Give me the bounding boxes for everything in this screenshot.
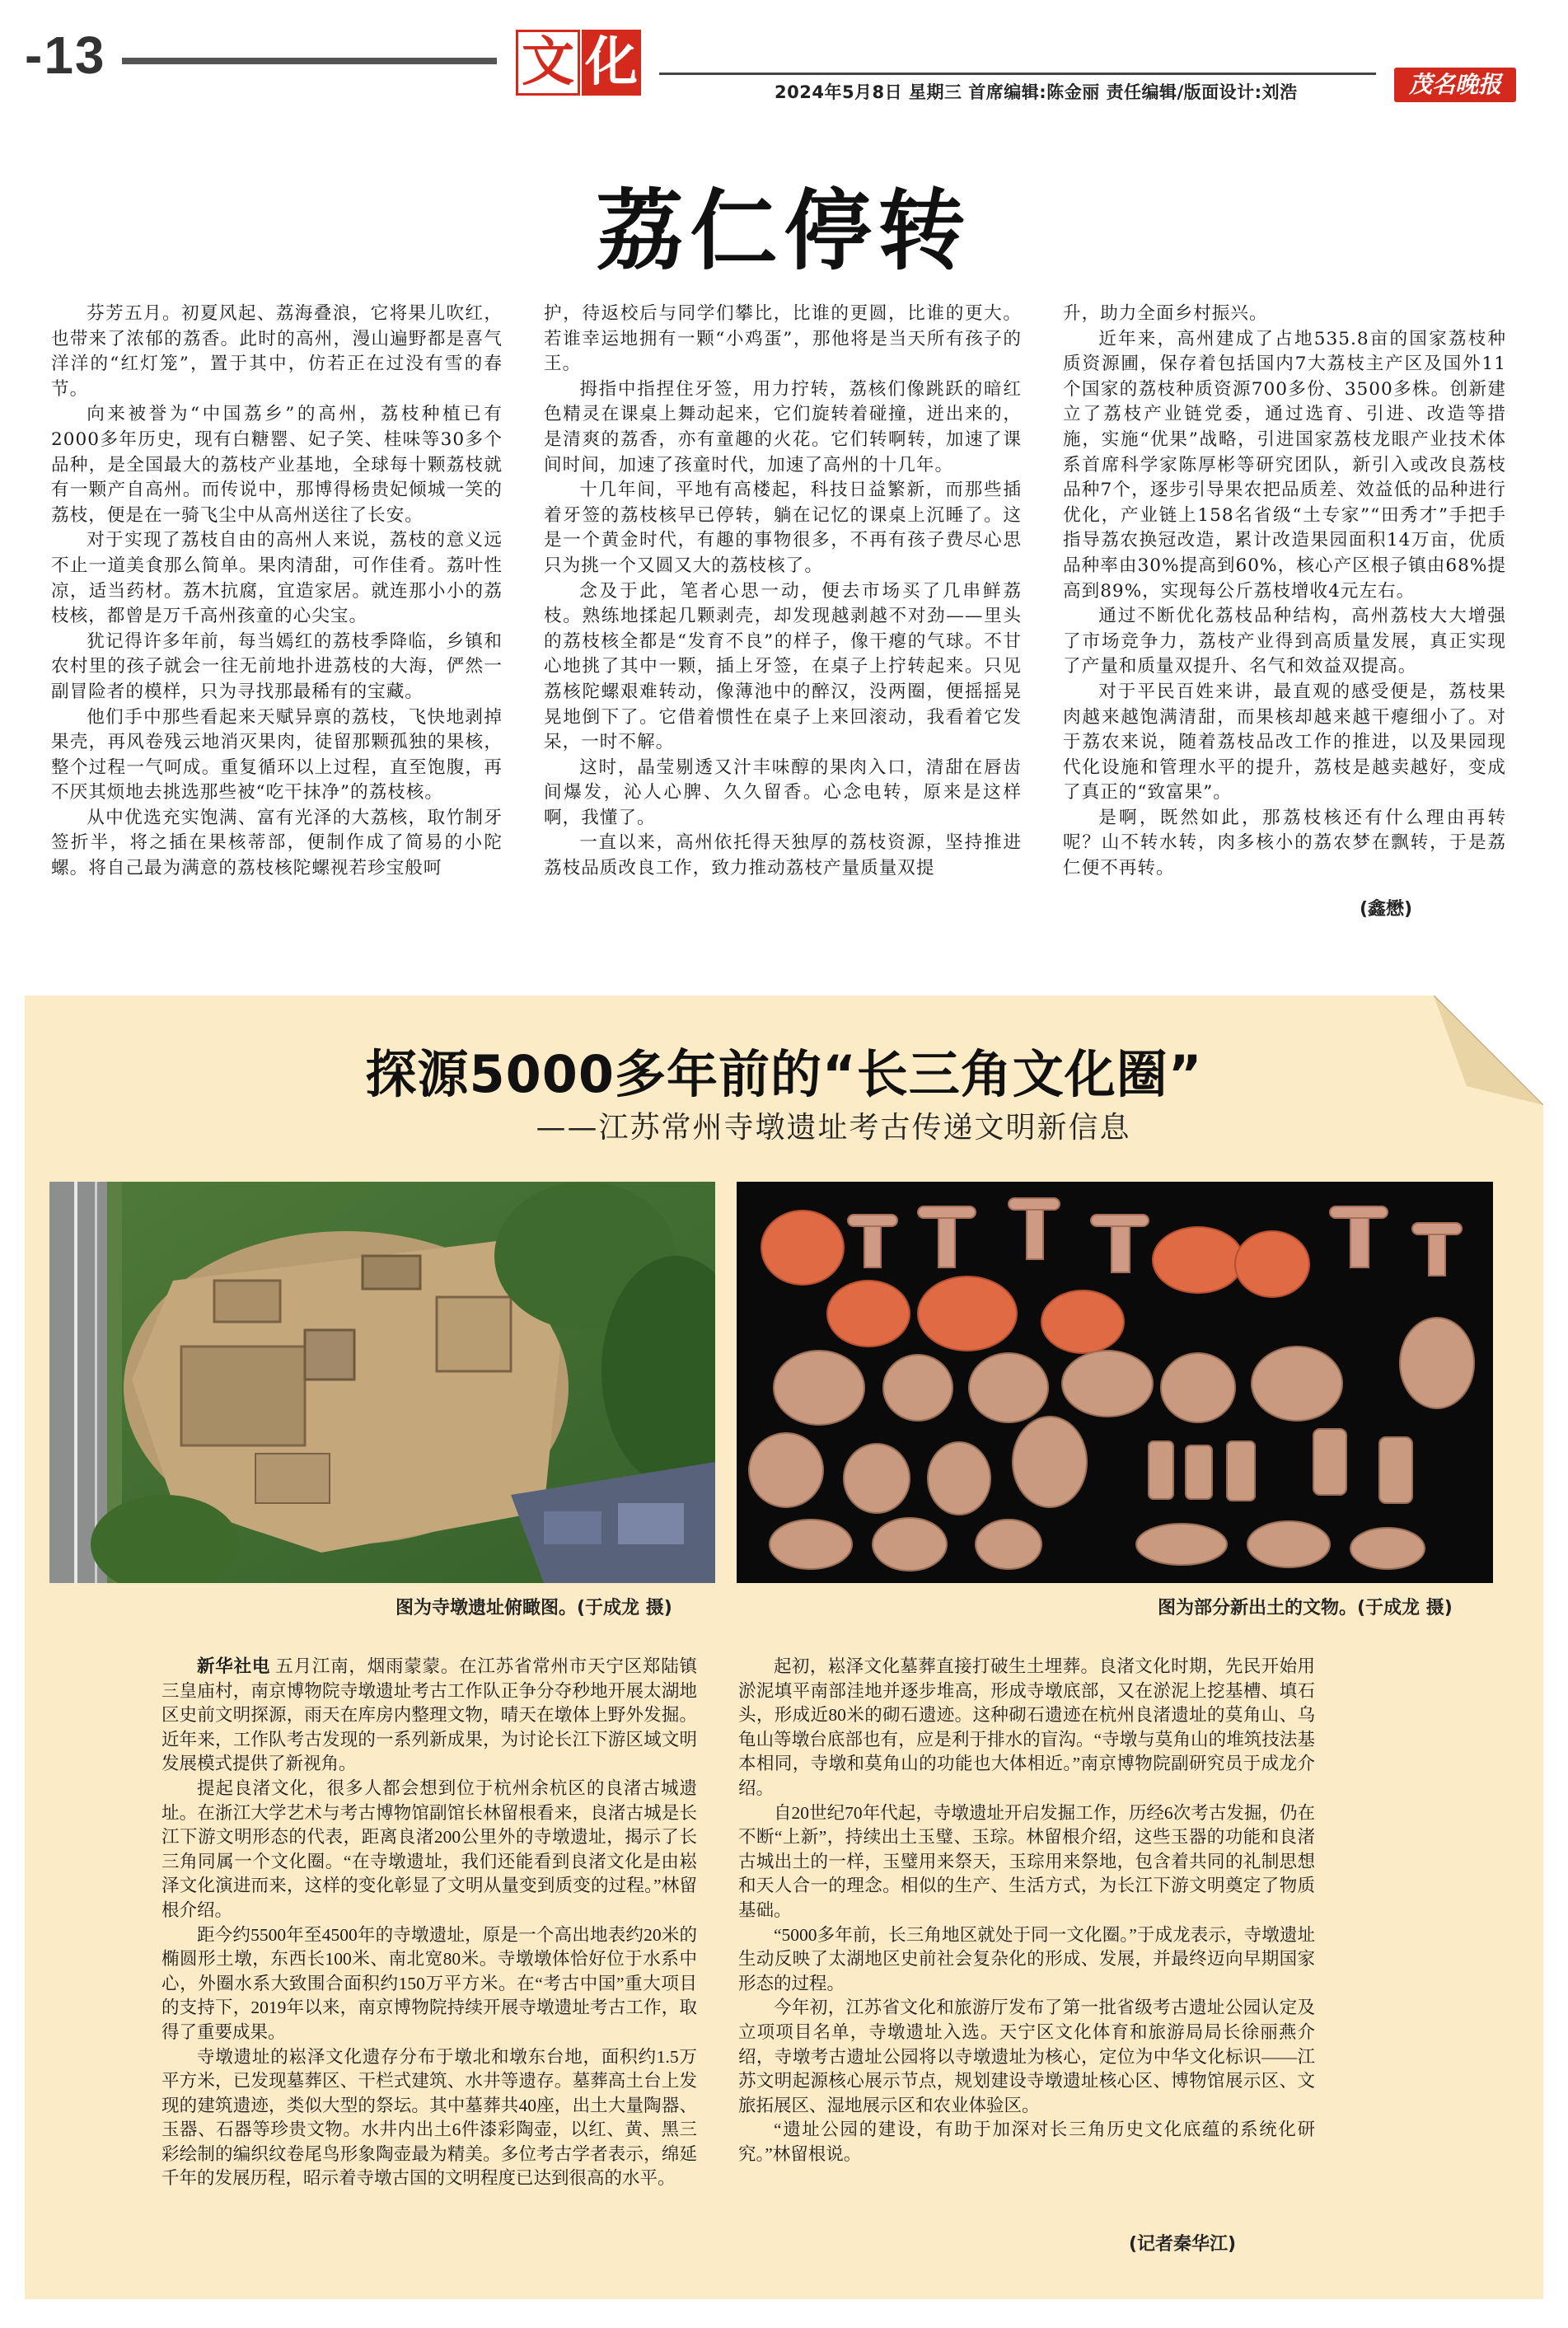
paragraph: 从中优选充实饱满、富有光泽的大荔核，取竹制牙签折半，将之插在果核蒂部，便制作成了简易的小陀螺。将自己最为满意的荔枝核陀螺视若珍宝般呵 (51, 807, 503, 879)
article2-column-2 (738, 1655, 1315, 2166)
article1-column-2 (544, 302, 1022, 882)
paragraph-text: 五月江南，烟雨蒙蒙。在江苏省常州市天宁区郑陆镇三皇庙村，南京博物院寺墩遗址考古工作队正争分夺秒地开展太湖地区史前文明探源，雨天在库房内整理文物，晴天在墩体上野外发掘。近年来，工作队考古发现的一系列新成果，为讨论长江下游区域文明发展模式提供了新视角。 (161, 1656, 697, 1774)
paragraph: 是啊，既然如此，那荔枝核还有什么理由再转呢？山不转水转，肉多核小的荔农梦在飘转，于是荔仁便不再转。 (1063, 807, 1506, 879)
page-number: -13 (25, 26, 106, 85)
paragraph: 向来被誉为“中国荔乡”的高州，荔枝种植已有2000多年历史，现有白糖罂、妃子笑、桂味等30多个品种，是全国最大的荔枝产业基地，全球每十颗荔枝就有一颗产自高州。而传说中，那博得杨贵妃倾城一笑的荔枝，便是在一骑飞尘中从高州送往了长安。 (51, 404, 503, 526)
paragraph: 提起良渚文化，很多人都会想到位于杭州余杭区的良渚古城遗址。在浙江大学艺术与考古博物馆副馆长林留根看来，良渚古城是长江下游文明形态的代表，距离良渚200公里外的寺墩遗址，揭示了长三角同属一个文化圈。“在寺墩遗址，我们还能看到良渚文化是由崧泽文化演进而来，这样的变化彰显了文明从量变到质变的过程。”林留根介绍。 (161, 1778, 697, 1920)
aerial-site-photo (49, 1182, 715, 1583)
paragraph (161, 1655, 697, 1777)
caption-artifacts-photo: 图为部分新出土的文物。(于成龙 摄) (1158, 1598, 1453, 1618)
article1-title: 荔仁停转 (596, 180, 972, 282)
paragraph: 起初，崧泽文化墓葬直接打破生土埋葬。良渚文化时期，先民开始用淤泥填平南部洼地并逐步堆高，形成寺墩底部，又在淤泥上挖基槽、填石头，形成近80米的砌石遗迹。这种砌石遗迹在杭州良渚遗址的莫角山、乌龟山等墩台底部也有，应是利于排水的盲沟。“寺墩与莫角山的堆筑技法基本相同，寺墩和莫角山的功能也大体相近。”南京博物院副研究员于成龙介绍。 (738, 1656, 1315, 1798)
caption-aerial-photo: 图为寺墩遗址俯瞰图。(于成龙 摄) (396, 1598, 672, 1618)
paragraph: 通过不断优化荔枝品种结构，高州荔枝大大增强了市场竞争力，荔枝产业得到高质量发展，真正实现了产量和质量双提升、名气和效益双提高。 (1063, 606, 1506, 677)
paragraph: 一直以来，高州依托得天独厚的荔枝资源，坚持推进荔枝品质改良工作，致力推动荔枝产量质量双提 (544, 832, 1022, 879)
paragraph: 犹记得许多年前，每当嫣红的荔枝季降临，乡镇和农村里的孩子就会一往无前地扑进荔枝的大海，俨然一副冒险者的模样，只为寻找那最稀有的宝藏。 (51, 630, 503, 702)
article1-byline: (鑫懋) (1360, 899, 1413, 920)
paragraph: 护，待返校后与同学们攀比，比谁的更圆，比谁的更大。若谁幸运地拥有一颗“小鸡蛋”，那他将是当天所有孩子的王。 (544, 303, 1022, 375)
section-title-char-2: 化 (582, 30, 641, 96)
header-rule-left (122, 58, 497, 64)
article1-column-1 (51, 302, 503, 882)
article2-subtitle: ——江苏常州寺墩遗址考古传递文明新信息 (536, 1111, 1131, 1145)
paragraph: 对于实现了荔枝自由的高州人来说，荔枝的意义远不止一道美食那么简单。果肉清甜，可作佳肴。荔叶性凉，适当药材。荔木抗腐，宜造家居。就连那小小的荔枝核，都曾是万千高州孩童的心尖宝。 (51, 530, 503, 627)
paragraph: “遗址公园的建设，有助于加深对长三角历史文化底蕴的系统化研究。”林留根说。 (738, 2120, 1315, 2164)
article1-column-3 (1063, 302, 1506, 882)
paragraph: 对于平民百姓来讲，最直观的感受便是，荔枝果肉越来越饱满清甜，而果核却越来越干瘪细小了。对于荔农来说，随着荔枝品改工作的推进，以及果园现代化设施和管理水平的提升，荔枝是越卖越好，变成了真正的“致富果”。 (1063, 681, 1506, 803)
header-rule-right (659, 73, 1376, 75)
paragraph: 今年初，江苏省文化和旅游厅发布了第一批省级考古遗址公园认定及立项项目名单，寺墩遗址入选。天宁区文化体育和旅游局局长徐丽燕介绍，寺墩考古遗址公园将以寺墩遗址为核心，定位为中华文化标识——江苏文明起源核心展示节点，规划建设寺墩遗址核心区、博物馆展示区、文旅拓展区、湿地展示区和农业体验区。 (738, 1998, 1315, 2115)
paragraph: 十几年间，平地有高楼起，科技日益繁新，而那些插着牙签的荔枝核早已停转，躺在记忆的课桌上沉睡了。这是一个黄金时代，有趣的事物很多，不再有孩子费尽心思只为挑一个又圆又大的荔枝核了。 (544, 480, 1022, 576)
article2-column-1 (161, 1655, 697, 2191)
paragraph: 这时，晶莹剔透又汁丰味醇的果肉入口，清甜在唇齿间爆发，沁人心脾、久久留香。心念电转，原来是这样啊，我懂了。 (544, 756, 1022, 828)
artifacts-photo (737, 1182, 1493, 1583)
paragraph: “5000多年前，长三角地区就处于同一文化圈。”于成龙表示，寺墩遗址生动反映了太湖地区史前社会复杂化的形成、发展，并最终迈向早期国家形态的过程。 (738, 1924, 1315, 1993)
paragraph: 念及于此，笔者心思一动，便去市场买了几串鲜荔枝。熟练地揉起几颗剥壳，却发现越剥越不对劲——里头的荔枝核全都是“发育不良”的样子，像干瘪的气球。不甘心地挑了其中一颗，插上牙签，在桌子上拧转起来。只见荔核陀螺艰难转动，像薄池中的醉汉，没两圈，便摇摇晃晃地倒下了。它借着惯性在桌子上来回滚动，我看着它发呆，一时不解。 (544, 580, 1022, 753)
newspaper-logo: 茂名晚报 (1394, 68, 1516, 102)
paragraph: 他们手中那些看起来天赋异禀的荔枝，飞快地剥掉果壳，再风卷残云地消灭果肉，徒留那颗孤独的果核，整个过程一气呵成。重复循环以上过程，直至饱腹，再不厌其烦地去挑选那些被“吃干抹净”的荔枝核。 (51, 706, 503, 803)
header-date-editors: 2024年5月8日 星期三 首席编辑:陈金丽 责任编辑/版面设计:刘浩 (775, 82, 1298, 102)
article2-title: 探源5000多年前的“长三角文化圈” (365, 1044, 1203, 1104)
paragraph: 升，助力全面乡村振兴。 (1063, 303, 1268, 324)
paragraph: 近年来，高州建成了占地535.8亩的国家荔枝种质资源圃，保存着包括国内7大荔枝主产区及国外11个国家的荔枝种质资源700多份、3500多株。创新建立了荔枝产业链党委，通过选育、引进、改造等措施，实施“优果”战略，引进国家荔枝龙眼产业技术体系首席科学家陈厚彬等研究团队，新引入或改良荔枝品种7个，逐步引导果农把品质差、效益低的品种进行优化，产业链上158名省级“土专家”“田秀才”手把手指导荔农换冠改造，累计改造果园面积14万亩，优质品种率由30%提高到60%，核心产区根子镇由68%提高到89%，实现每公斤荔枝增收4元左右。 (1063, 328, 1506, 602)
paragraph: 芬芳五月。初夏风起、荔海叠浪，它将果儿吹红，也带来了浓郁的荔香。此时的高州，漫山遍野都是喜气洋洋的“红灯笼”，置于其中，仿若正在过没有雪的春节。 (51, 303, 503, 400)
paragraph: 距今约5500年至4500年的寺墩遗址，原是一个高出地表约20米的椭圆形土墩，东西长100米、南北宽80米。寺墩墩体恰好位于水系中心，外圈水系大致围合面积约150万平方米。在“考古中国”重大项目的支持下，2019年以来，南京博物院持续开展寺墩遗址考古工作，取得了重要成果。 (161, 1924, 697, 2042)
paragraph: 自20世纪70年代起，寺墩遗址开启发掘工作，历经6次考古发掘，仍在不断“上新”，持续出土玉璧、玉琮。林留根介绍，这些玉器的功能和良渚古城出土的一样，玉璧用来祭天，玉琮用来祭地，包含着共同的礼制思想和天人合一的理念。相似的生产、生活方式，为长江下游文明奠定了物质基础。 (738, 1802, 1315, 1920)
section-title-char-1: 文 (516, 30, 580, 96)
article2-byline: (记者秦华江) (1129, 2234, 1237, 2255)
paragraph: 寺墩遗址的崧泽文化遗存分布于墩北和墩东台地，面积约1.5万平方米，已发现墓葬区、干栏式建筑、水井等遗存。墓葬高土台上发现的建筑遗迹，类似大型的祭坛。其中墓葬共40座，出土大量陶器、玉器、石器等珍贵文物。水井内出土6件漆彩陶壶，以红、黄、黑三彩绘制的编织纹卷尾鸟形象陶壶最为精美。多位考古学者表示，绵延千年的发展历程，昭示着寺墩古国的文明程度已达到很高的水平。 (161, 2046, 697, 2189)
paragraph: 拇指中指捏住牙签，用力拧转，荔核们像跳跃的暗红色精灵在课桌上舞动起来，它们旋转着碰撞，迸出来的，是清爽的荔香，亦有童趣的火花。它们转啊转，加速了课间时间，加速了孩童时代，加速了高州的十几年。 (544, 378, 1022, 475)
dateline: 新华社电 (197, 1656, 271, 1677)
